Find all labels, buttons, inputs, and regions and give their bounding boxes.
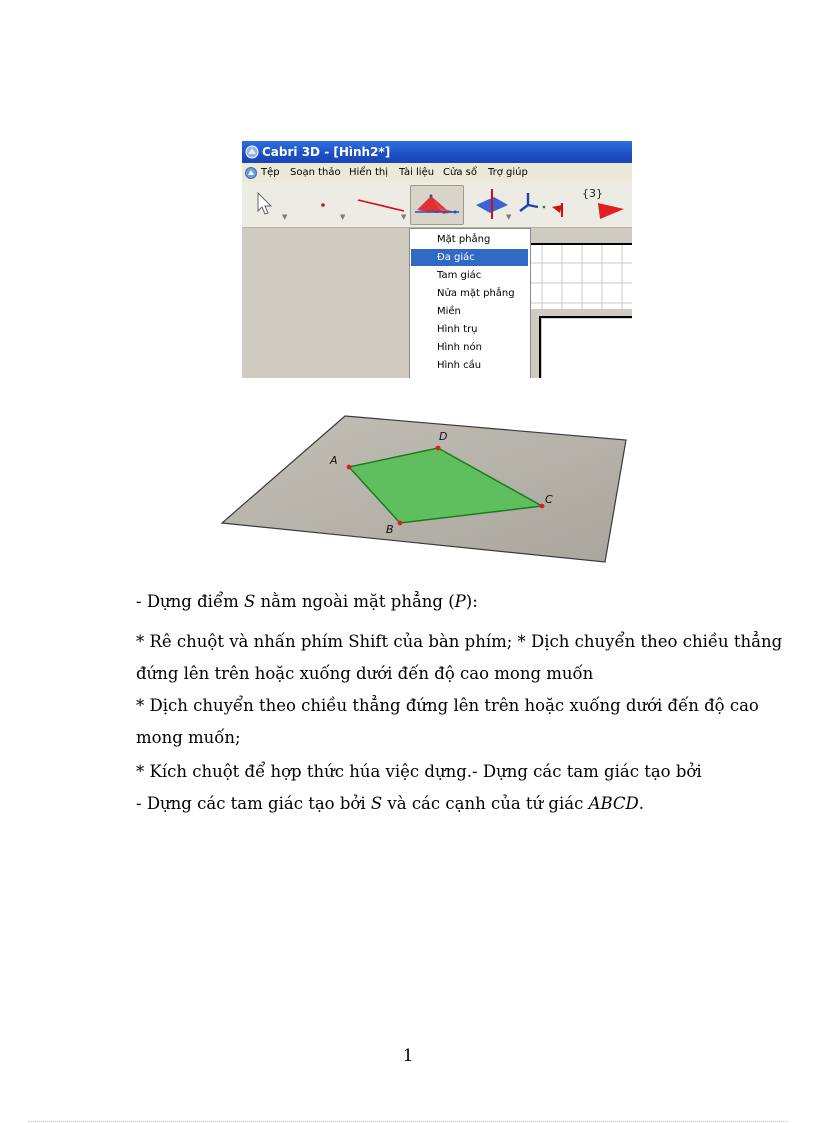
- plane-quadrilateral-figure: [220, 413, 630, 565]
- dropdown-item-cylinder[interactable]: Hình trụ: [437, 324, 478, 335]
- menu-window[interactable]: Cửa sổ: [443, 167, 477, 178]
- text-line-4: * Dịch chuyển theo chiều thẳng đứng lên trên hoặc xuống dưới đến độ cao: [136, 696, 759, 715]
- window-title: Cabri 3D - [Hình2*]: [262, 145, 391, 159]
- dropdown-item-half-plane[interactable]: Nửa mặt phẳng: [437, 288, 515, 299]
- pointer-tool-button[interactable]: [250, 185, 290, 223]
- text-fragment: ):: [465, 592, 478, 611]
- transform-tool-button[interactable]: [516, 185, 574, 223]
- text-fragment: - Dựng các tam giác tạo bởi: [136, 794, 371, 813]
- math-abcd: ABCD: [588, 794, 639, 813]
- page-number: 1: [402, 1046, 414, 1066]
- chevron-down-icon[interactable]: ▼: [401, 213, 407, 221]
- menu-view[interactable]: Hiển thị: [349, 167, 389, 178]
- cabri-screenshot: [242, 141, 632, 378]
- text-line-3: đứng lên trên hoặc xuống dưới đến độ cao mong muốn: [136, 664, 594, 683]
- dropdown-item-cone[interactable]: Hình nón: [437, 342, 482, 353]
- point-b: [398, 521, 403, 526]
- text-line-5: mong muốn;: [136, 728, 241, 747]
- math-p: P: [454, 592, 466, 611]
- label-c: C: [545, 493, 553, 506]
- cabri-app-icon: [245, 145, 259, 159]
- grid-lines: [526, 245, 632, 378]
- menu-edit[interactable]: Soạn thảo: [290, 167, 341, 178]
- menu-bar: [242, 163, 632, 183]
- window-titlebar: [242, 141, 632, 163]
- text-line-7: [136, 794, 644, 814]
- surface-tool-button[interactable]: [410, 185, 464, 225]
- dropdown-item-plane[interactable]: Mặt phẳng: [437, 234, 491, 245]
- text-fragment: nằm ngoài mặt phẳng (: [255, 592, 455, 611]
- text-fragment: - Dựng điểm: [136, 592, 244, 611]
- chevron-down-icon[interactable]: ▼: [340, 213, 346, 221]
- dropdown-item-sphere[interactable]: Hình cầu: [437, 360, 482, 371]
- page-bottom-rule: [28, 1121, 788, 1122]
- point-c: [540, 504, 545, 509]
- dropdown-item-triangle[interactable]: Tam giác: [437, 270, 482, 281]
- drawing-grid[interactable]: [524, 243, 632, 378]
- dropdown-item-polygon[interactable]: Đa giác: [411, 249, 528, 266]
- toolbar: [242, 183, 632, 228]
- surface-dropdown-menu: [409, 228, 531, 378]
- text-line-2: * Rê chuột và nhấn phím Shift của bàn phím; * Dịch chuyển theo chiều thẳng: [136, 632, 783, 651]
- measure-tool-button[interactable]: [574, 185, 632, 223]
- polygon-surface-icon: [411, 186, 463, 224]
- axes-transform-icon: [516, 185, 574, 223]
- measure-label: {3}: [582, 187, 603, 200]
- point-tool-button[interactable]: [300, 185, 348, 223]
- text-fragment: .: [638, 794, 645, 813]
- line-tool-button[interactable]: [352, 185, 410, 223]
- text-line-6: * Kích chuột để hợp thức húa việc dựng.- Dựng các tam giác tạo bởi: [136, 762, 702, 781]
- math-s: S: [244, 592, 256, 611]
- math-s: S: [370, 794, 383, 813]
- text-fragment: và các cạnh của tứ giác: [382, 794, 589, 813]
- label-a: A: [330, 454, 338, 467]
- point-a: [347, 465, 352, 470]
- chevron-down-icon[interactable]: ▼: [506, 213, 512, 221]
- chevron-down-icon[interactable]: ▼: [282, 213, 288, 221]
- menu-document[interactable]: Tài liệu: [399, 167, 435, 178]
- menu-file[interactable]: Tệp: [261, 167, 280, 178]
- text-line-1: [136, 592, 478, 612]
- perpendicular-tool-button[interactable]: [470, 185, 514, 223]
- point-d: [436, 446, 441, 451]
- label-b: B: [386, 523, 394, 536]
- dropdown-item-region[interactable]: Miền: [437, 306, 461, 317]
- menu-help[interactable]: Trợ giúp: [488, 167, 528, 178]
- document-icon[interactable]: [244, 166, 258, 180]
- label-d: D: [439, 430, 448, 443]
